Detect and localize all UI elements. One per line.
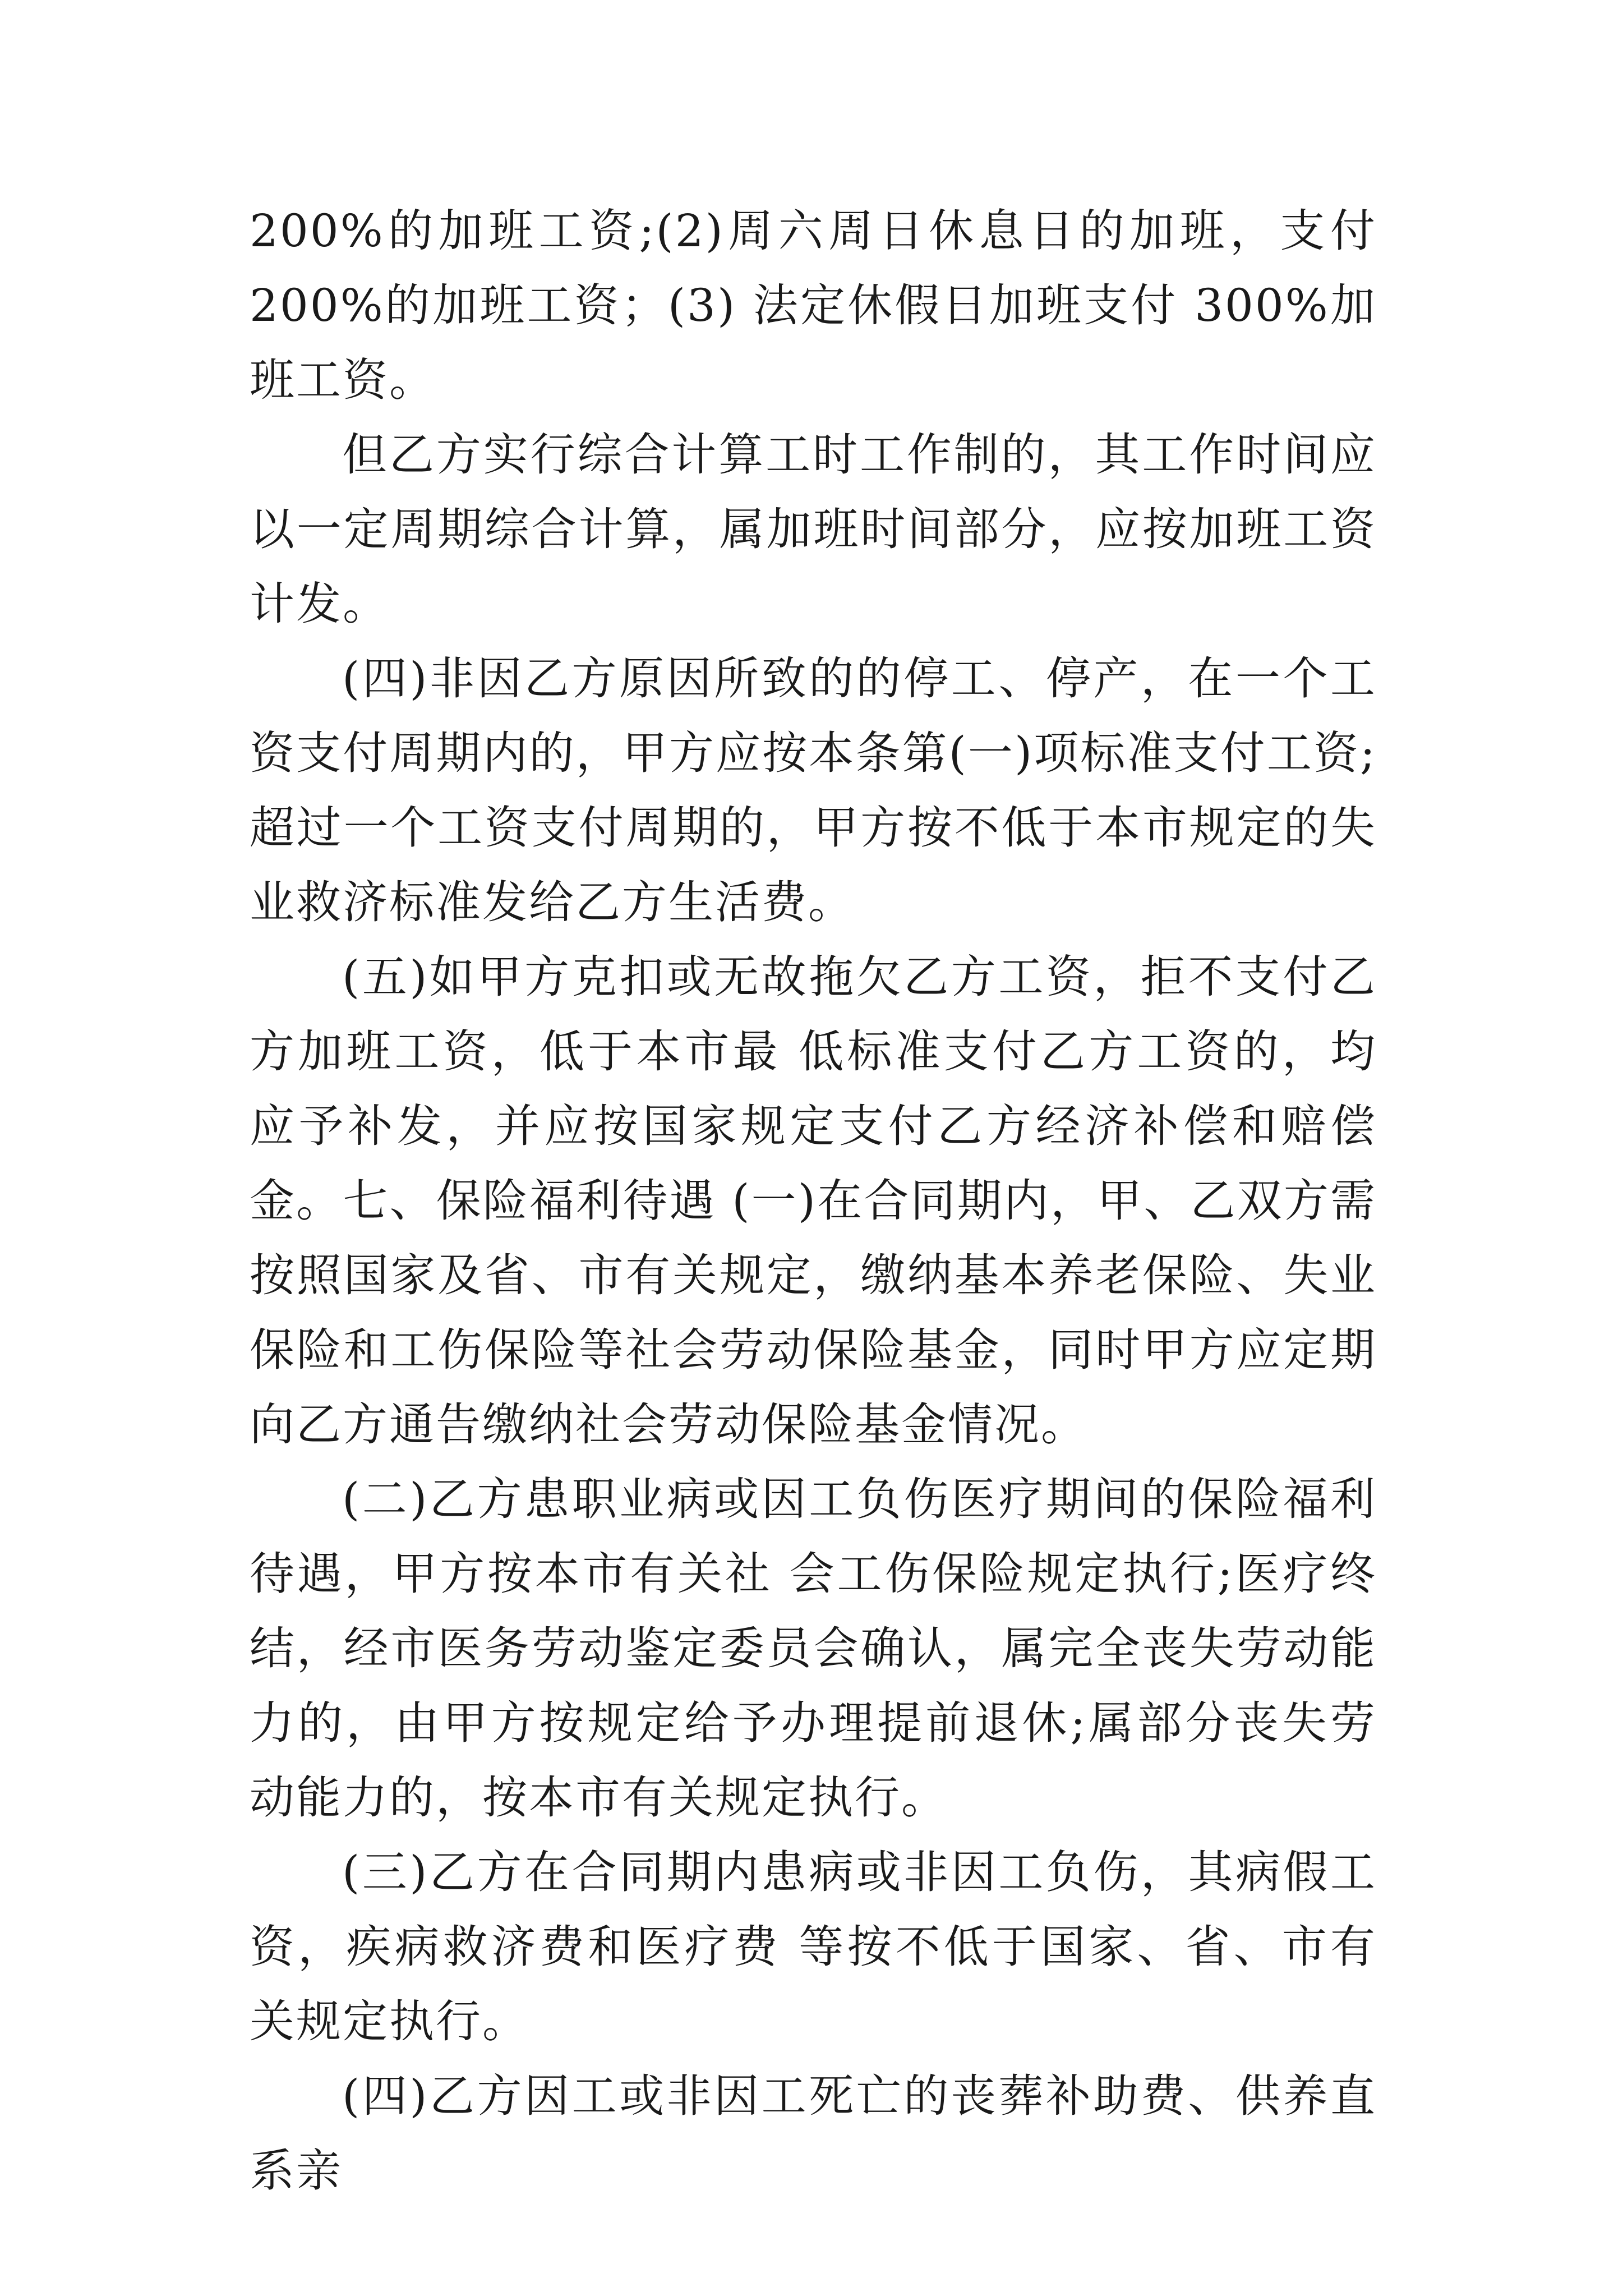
document-body — [250, 194, 1377, 2208]
paragraph-sick-leave: (三)乙方在合同期内患病或非因工负伤，其病假工资，疾病救济费和医疗费 等按不低于国家、省、市有关规定执行。 — [250, 1846, 1377, 2047]
paragraph-wage-deduction-insurance: (五)如甲方克扣或无故拖欠乙方工资，拒不支付乙方加班工资，低于本市最 低标准支付乙方工资的，均应予补发，并应按国家规定支付乙方经济补偿和赔偿 金。七、保险福利待遇 (一)在合同期内，甲、乙双方需按照国家及省、市有关规定，缴纳基本养老保险、失业保险和工伤保险等社会劳动保险基金，同时甲方应定期向乙方通告缴纳社会劳动保险基金情况。 — [250, 951, 1377, 1451]
paragraph-occupational-disease: (二)乙方患职业病或因工负伤医疗期间的保险福利待遇，甲方按本市有关社 会工伤保险规定执行;医疗终结，经市医务劳动鉴定委员会确认，属完全丧失劳动能力的，由甲方按规定给予办理提前退休;属部分丧失劳动能力的，按本市有关规定执行。 — [250, 1473, 1377, 1824]
paragraph-work-stoppage: (四)非因乙方原因所致的的停工、停产，在一个工资支付周期内的，甲方应按本条第(一)项标准支付工资;超过一个工资支付周期的，甲方按不低于本市规定的失业救济标准发给乙方生活费。 — [250, 652, 1377, 928]
paragraph-death-benefits: (四)乙方因工或非因工死亡的丧葬补助费、供养直系亲 — [250, 2070, 1377, 2197]
paragraph-overtime-pay: 200%的加班工资;(2)周六周日休息日的加班，支付 200%的加班工资；(3) 法定休假日加班支付 300%加班工资。 — [250, 205, 1377, 406]
paragraph-comprehensive-hours: 但乙方实行综合计算工时工作制的，其工作时间应以一定周期综合计算，属加班时间部分，应按加班工资计发。 — [250, 429, 1377, 630]
